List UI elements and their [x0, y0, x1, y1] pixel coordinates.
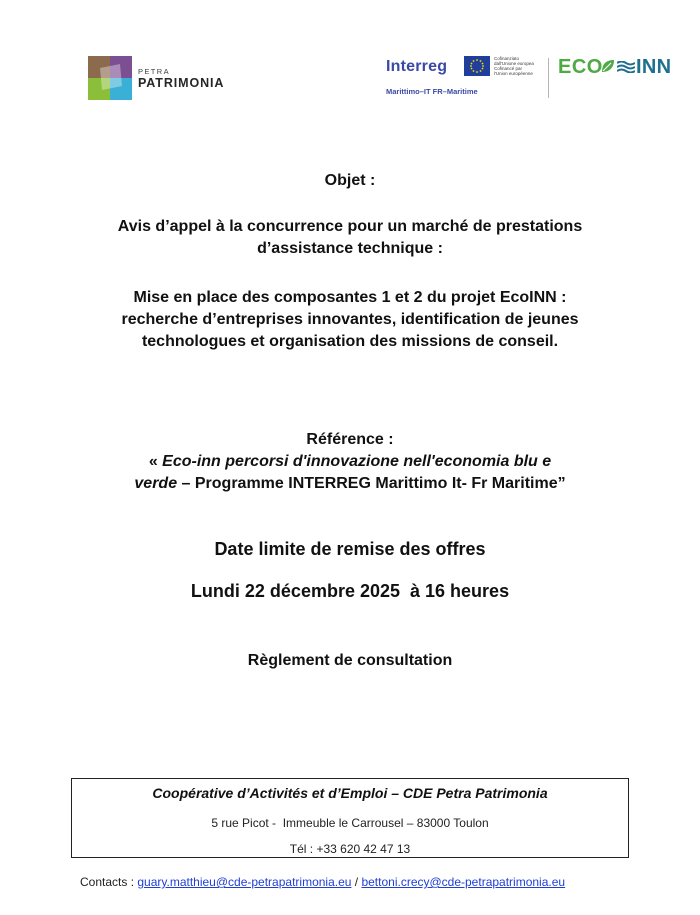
logo-divider [548, 58, 549, 98]
waves-icon [617, 61, 635, 73]
eu-flag-icon [464, 56, 490, 76]
petra-logo-big-text: PATRIMONIA [138, 76, 225, 90]
mise-en-place-title: Mise en place des composantes 1 et 2 du projet EcoINN : recherche d’entreprises innovantes, identification de jeunes technologues et organisation des missions de conseil. [121, 289, 579, 350]
avis-title: Avis d’appel à la concurrence pour un marché de prestations d’assistance technique : [117, 218, 583, 257]
footer-title: Coopérative d’Activités et d’Emploi – CDE Petra Patrimonia [152, 785, 548, 801]
reference-line-2: verde – Programme INTERREG Marittimo It- Fr Maritime” [134, 475, 566, 492]
ecoinn-logo-eco: ECO [558, 56, 603, 78]
contacts-label: Contacts : [80, 875, 138, 889]
footer-box [71, 778, 629, 858]
deadline-label: Date limite de remise des offres [214, 539, 486, 559]
petra-logo-small-text: PETRA [138, 67, 171, 76]
reglement-title: Règlement de consultation [247, 652, 453, 669]
interreg-logo [386, 54, 548, 100]
footer-address: 5 rue Picot - Immeuble le Carrousel – 83000 Toulon [211, 816, 489, 830]
petra-patrimonia-logo [88, 56, 228, 102]
objet-label: Objet : [324, 172, 376, 189]
interreg-subtitle: Marittimo–IT FR–Maritime [386, 87, 478, 96]
interreg-word: Interreg [386, 58, 448, 75]
deadline-date: Lundi 22 décembre 2025 à 16 heures [190, 581, 510, 601]
contacts-separator: / [351, 875, 362, 889]
reference-label: Référence : [306, 431, 394, 448]
petra-mosaic-icon [88, 56, 132, 100]
email-link-bettoni[interactable]: bettoni.crecy@cde-petrapatrimonia.eu [361, 875, 566, 889]
contacts-line [80, 875, 565, 889]
reference-line-1: « Eco-inn percorsi d'innovazione nell'economia blu e [148, 453, 552, 470]
email-link-guary[interactable]: guary.matthieu@cde-petrapatrimonia.eu [137, 875, 352, 889]
eu-cofinancing-text: Cofinanziato dall'Unione europea Cofinancé par l'Union européenne [494, 56, 534, 76]
leaf-icon [600, 58, 616, 74]
footer-tel: Tél : +33 620 42 47 13 [289, 842, 411, 856]
ecoinn-logo-inn: INN [636, 56, 672, 78]
ecoinn-logo [558, 56, 674, 82]
reference-block [40, 429, 660, 495]
